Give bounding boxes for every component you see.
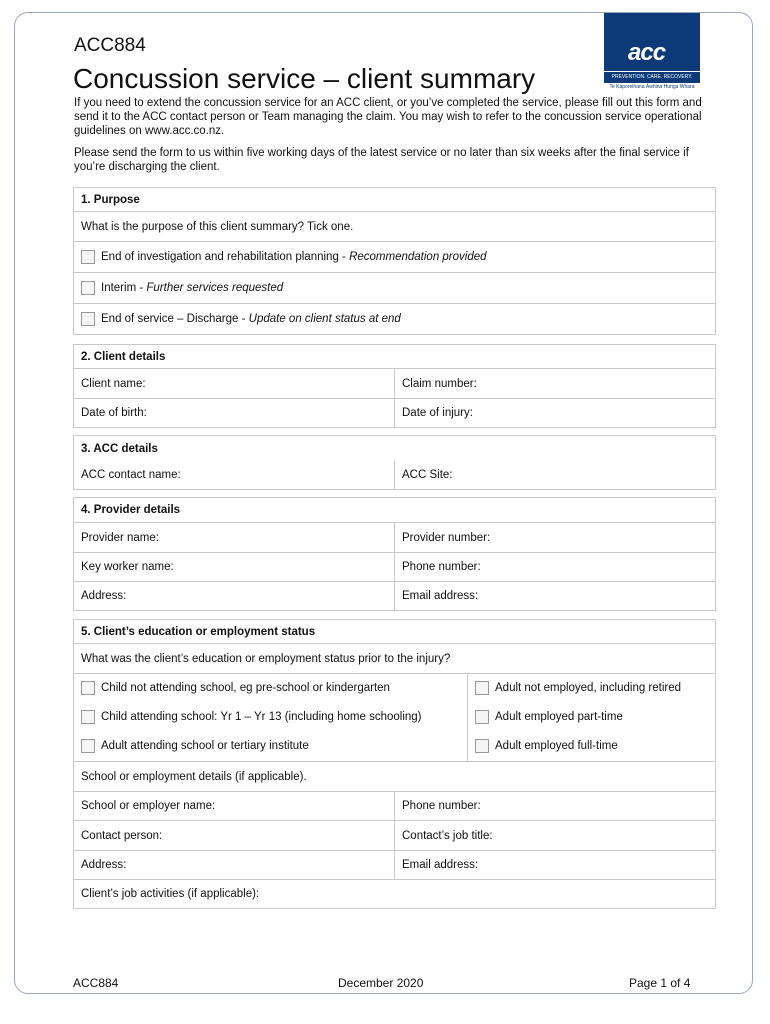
checkbox[interactable]: [81, 281, 95, 295]
status-question: What was the client’s education or employment status prior to the injury?: [81, 652, 451, 665]
acc-logo: [604, 13, 700, 95]
form-code: ACC884: [74, 35, 146, 56]
employer-email-field[interactable]: Email address:: [394, 851, 715, 879]
employer-phone-field[interactable]: Phone number:: [394, 792, 715, 820]
status-option[interactable]: Adult employed full-time: [467, 731, 715, 761]
section-heading: 1. Purpose: [81, 193, 140, 206]
section-heading: 4. Provider details: [81, 504, 181, 516]
checkbox[interactable]: [475, 681, 489, 695]
checkbox[interactable]: [81, 312, 95, 326]
logo-wordmark: acc: [628, 39, 666, 66]
purpose-option-3[interactable]: End of service – Discharge - Update on client status at end: [74, 304, 715, 334]
date-of-birth-field[interactable]: Date of birth:: [81, 407, 147, 419]
section-heading: 5. Client’s education or employment status: [81, 625, 316, 638]
footer-form-code: ACC884: [73, 976, 119, 990]
section-education-employment: [73, 619, 716, 909]
checkbox[interactable]: [475, 739, 489, 753]
claim-number-field[interactable]: Claim number:: [394, 369, 715, 398]
purpose-option-2[interactable]: Interim - Further services requested: [74, 273, 715, 303]
footer-page-number: Page 1 of 4: [629, 976, 691, 990]
section-provider-details: [73, 497, 716, 611]
checkbox[interactable]: [81, 250, 95, 264]
section-purpose: [73, 187, 716, 335]
checkbox[interactable]: [81, 681, 95, 695]
status-option[interactable]: Adult not employed, including retired: [467, 674, 715, 702]
checkbox[interactable]: [81, 710, 95, 724]
section-heading: 3. ACC details: [81, 442, 158, 455]
footer-date: December 2020: [338, 976, 424, 990]
employer-address-field[interactable]: Address:: [81, 859, 127, 871]
employer-name-field[interactable]: School or employer name:: [81, 800, 216, 812]
status-option[interactable]: Adult employed part-time: [467, 702, 715, 731]
logo-tagline: PREVENTION. CARE. RECOVERY.: [604, 71, 700, 82]
provider-address-field[interactable]: Address:: [81, 590, 127, 602]
job-activities-field[interactable]: Client’s job activities (if applicable):: [81, 888, 260, 900]
contact-person-field[interactable]: Contact person:: [81, 829, 163, 842]
logo-maori-name: Te Kaporeihana Āwhina Hunga Whara: [609, 84, 695, 90]
key-worker-field[interactable]: Key worker name:: [81, 561, 174, 573]
employment-details-label: School or employment details (if applicable).: [81, 770, 307, 783]
provider-phone-field[interactable]: Phone number:: [394, 553, 715, 581]
status-option[interactable]: Adult attending school or tertiary institute: [74, 731, 467, 761]
section-acc-details: [73, 435, 716, 490]
status-option[interactable]: Child not attending school, eg pre-school or kindergarten: [74, 674, 467, 702]
acc-contact-field[interactable]: ACC contact name:: [81, 469, 181, 481]
provider-number-field[interactable]: Provider number:: [394, 523, 715, 552]
checkbox[interactable]: [475, 710, 489, 724]
purpose-option-1[interactable]: End of investigation and rehabilitation planning - Recommendation provided: [74, 242, 715, 272]
page-title: Concussion service – client summary: [73, 63, 536, 94]
provider-name-field[interactable]: Provider name:: [81, 531, 159, 544]
intro-paragraph-1: If you need to extend the concussion service for an ACC client, or you’ve completed the service, please fill out this form and send it to the ACC contact person or Team managing the claim. You may wish to refer to the concussion service operational guidelines on www.acc.co.nz.: [74, 97, 702, 137]
purpose-question: What is the purpose of this client summary? Tick one.: [81, 220, 354, 233]
provider-email-field[interactable]: Email address:: [394, 582, 715, 610]
checkbox[interactable]: [81, 739, 95, 753]
date-of-injury-field[interactable]: Date of injury:: [394, 399, 715, 427]
contact-job-title-field[interactable]: Contact’s job title:: [394, 821, 715, 850]
client-name-field[interactable]: Client name:: [81, 377, 146, 390]
section-heading: 2. Client details: [81, 350, 166, 363]
acc-site-field[interactable]: ACC Site:: [394, 461, 715, 489]
intro-paragraph-2: Please send the form to us within five working days of the latest service or no later than six weeks after the final service if you’re discharging the client.: [74, 147, 689, 173]
section-client-details: [73, 344, 716, 428]
status-option[interactable]: Child attending school: Yr 1 – Yr 13 (including home schooling): [74, 702, 467, 731]
